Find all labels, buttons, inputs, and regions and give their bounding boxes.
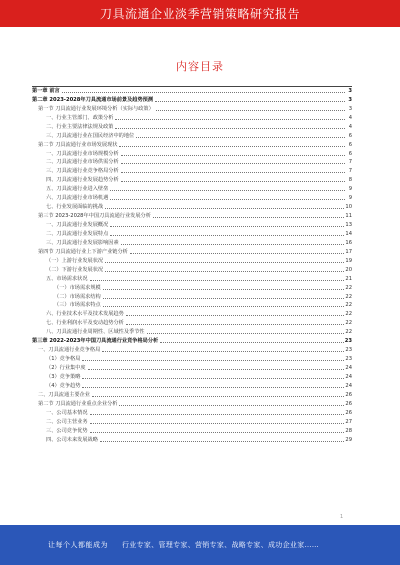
toc-entry[interactable] [32, 282, 352, 291]
toc-entry-page: 27 [345, 418, 352, 425]
toc-entry-page: 24 [345, 382, 352, 389]
toc-entry-page: 24 [345, 373, 352, 380]
toc-entry-text: （二）下游行业发展状况 [46, 266, 104, 273]
toc-leader-dots [82, 386, 344, 388]
toc-entry-page: 22 [345, 284, 352, 291]
toc-entry[interactable] [32, 425, 352, 434]
toc-leader-dots [90, 279, 345, 281]
toc-entry-page: 3 [348, 87, 352, 94]
toc-entry[interactable] [32, 219, 352, 228]
toc-entry[interactable] [32, 130, 352, 139]
toc-leader-dots [121, 243, 345, 245]
toc-leader-dots [160, 341, 344, 343]
toc-entry[interactable] [32, 300, 352, 309]
toc-leader-dots [103, 305, 345, 307]
toc-entry-page: 21 [345, 275, 352, 282]
page-number: 1 [340, 514, 344, 520]
footer-band [0, 525, 400, 565]
toc-entry[interactable] [32, 344, 352, 353]
toc-entry-text: 四、公司未来发展战略 [46, 436, 98, 443]
toc-entry-text: 第一节 刀具流通行业发展环境分析（实际与政策） [38, 105, 154, 112]
toc-leader-dots [121, 171, 345, 173]
toc-entry-text: （三）市场需求特点 [54, 302, 101, 309]
toc-entry-text: （3）竞争策略 [46, 373, 81, 380]
toc-entry-text: 一、刀具流通行业市场规模分析 [46, 150, 119, 157]
toc-entry-page: 23 [344, 338, 352, 345]
toc-leader-dots [82, 359, 344, 361]
toc-entry[interactable] [32, 165, 352, 174]
toc-entry-page: 4 [348, 114, 352, 121]
toc-entry-page: 26 [345, 409, 352, 416]
toc-leader-dots [82, 377, 344, 379]
toc-entry[interactable] [32, 273, 352, 282]
toc-entry-page: 17 [345, 248, 352, 255]
toc-entry-page: 22 [345, 320, 352, 327]
toc-leader-dots [105, 207, 344, 209]
toc-entry-text: （二）市场需求结构 [54, 293, 101, 300]
toc-entry[interactable] [32, 121, 352, 130]
toc-entry-text: 一、刀具流通行业竞争格局 [38, 347, 101, 354]
toc-leader-dots [126, 314, 345, 316]
toc-entry-page: 9 [348, 186, 352, 193]
toc-entry-text: （2）行业集中度 [46, 365, 86, 371]
toc-entry-text: 第二节 刀具流通行业重点企业分析 [38, 400, 118, 407]
toc-entry-page: 6 [348, 150, 352, 157]
toc-entry-text: （一）上游行业发展状况 [46, 257, 104, 264]
toc-entry[interactable] [32, 380, 352, 389]
toc-entry-text: 二、刀具流通行业市场供需分析 [46, 159, 119, 166]
toc-leader-dots [115, 127, 345, 129]
toc-entry-text: 第二节 刀具流通行业市场发展现状 [38, 141, 118, 148]
toc-entry-text: 三、刀具流通行业在国民经济中的地位 [46, 132, 135, 139]
toc-leader-dots [110, 225, 344, 227]
toc-leader-dots [103, 297, 345, 299]
toc-entry-text: 一、行业主管部门、政策分析 [46, 114, 114, 121]
toc-entry[interactable] [32, 228, 352, 237]
toc-heading: 内容目录 [176, 60, 224, 73]
toc-entry[interactable] [32, 255, 352, 264]
toc-entry-text: （一）市场需求规模 [54, 284, 101, 291]
toc-entry-text: 第三节 2023-2028年中国刀具流通行业发展分析 [38, 213, 151, 220]
toc-entry-text: 第一章 前言 [32, 87, 60, 94]
toc-entry-page: 14 [345, 230, 352, 237]
toc-leader-dots [88, 368, 345, 370]
toc-leader-dots [90, 413, 345, 415]
toc-leader-dots [100, 440, 345, 442]
toc-leader-dots [90, 431, 345, 433]
document-title: 刀具流通企业淡季营销策略研究报告 [99, 7, 300, 21]
toc-entry[interactable] [32, 174, 352, 183]
toc-entry-page: 9 [348, 195, 352, 202]
toc-leader-dots [119, 404, 344, 406]
toc-entry-text: 二、公司主营业务 [46, 418, 88, 425]
toc-entry[interactable] [32, 353, 352, 362]
toc-entry[interactable] [32, 139, 352, 148]
toc-entry-text: 三、刀具流通行业竞争格局分析 [46, 168, 119, 175]
toc-entry-page: 6 [348, 132, 352, 139]
toc-entry[interactable] [32, 201, 352, 210]
toc-entry-page: 29 [345, 436, 352, 443]
toc-leader-dots [155, 100, 345, 102]
toc-entry[interactable] [32, 434, 352, 443]
toc-entry[interactable] [32, 407, 352, 416]
toc-entry-page: 23 [345, 347, 352, 354]
toc-list [32, 85, 352, 443]
toc-leader-dots [153, 216, 344, 218]
toc-leader-dots [62, 91, 345, 93]
toc-entry-text: 第四节 刀具流通行业上下游产业链分析 [38, 248, 128, 255]
toc-entry-page: 26 [345, 391, 352, 398]
toc-entry-page: 7 [348, 159, 352, 166]
toc-entry-text: 一、刀具流通行业发展概况 [46, 222, 109, 228]
toc-entry-page: 22 [345, 329, 352, 336]
toc-entry-text: 第二章 2023-2028年刀具流通市场前景及趋势预测 [32, 96, 154, 103]
toc-leader-dots [110, 234, 344, 236]
toc-entry[interactable] [32, 371, 352, 380]
toc-entry-text: （4）竞争趋势 [46, 382, 81, 389]
toc-entry[interactable] [32, 183, 352, 192]
toc-entry[interactable] [32, 157, 352, 166]
toc-entry-page: 22 [345, 302, 352, 309]
toc-leader-dots [102, 350, 344, 352]
toc-entry[interactable] [32, 416, 352, 425]
toc-entry-page: 4 [348, 123, 352, 130]
toc-entry-text: 一、公司基本情况 [46, 409, 88, 416]
toc-entry-page: 16 [345, 239, 352, 246]
toc-leader-dots [115, 118, 345, 120]
toc-entry[interactable] [32, 94, 352, 103]
toc-entry-text: 六、行业技术水平及技术发展趋势 [46, 311, 124, 318]
toc-entry-text: 七、行业发展面临的挑战 [46, 204, 104, 211]
toc-entry-text: 五、刀具流通行业进入壁垒 [46, 186, 109, 193]
toc-entry-page: 22 [345, 293, 352, 300]
toc-leader-dots [119, 145, 345, 147]
toc-entry-text: 四、刀具流通行业发展趋势分析 [46, 177, 119, 184]
toc-entry-page: 3 [348, 96, 352, 103]
toc-entry[interactable] [32, 335, 352, 344]
toc-leader-dots [121, 162, 345, 164]
toc-entry[interactable] [32, 362, 352, 371]
toc-leader-dots [156, 109, 345, 111]
toc-leader-dots [130, 252, 345, 254]
toc-entry-text: 二、刀具流通行业发展特点 [46, 230, 109, 237]
toc-leader-dots [110, 189, 345, 191]
toc-entry-text: 六、刀具流通行业市场机遇 [46, 195, 109, 202]
toc-leader-dots [103, 288, 345, 290]
toc-entry[interactable] [32, 85, 352, 94]
toc-leader-dots [105, 261, 344, 263]
toc-leader-dots [110, 198, 345, 200]
toc-entry[interactable] [32, 398, 352, 407]
toc-leader-dots [147, 332, 345, 334]
toc-entry-page: 24 [345, 365, 352, 371]
toc-entry-page: 6 [348, 141, 352, 148]
toc-entry[interactable] [32, 237, 352, 246]
toc-leader-dots [92, 395, 345, 397]
toc-entry-page: 20 [345, 266, 352, 273]
toc-entry-text: 二、刀具流通主要企业 [38, 391, 90, 398]
toc-leader-dots [126, 323, 345, 325]
toc-entry-page: 28 [345, 427, 352, 434]
toc-entry[interactable] [32, 103, 352, 112]
toc-leader-dots [121, 180, 345, 182]
toc-entry[interactable] [32, 246, 352, 255]
toc-entry-page: 3 [348, 105, 352, 112]
toc-entry[interactable] [32, 264, 352, 273]
header-band [0, 0, 400, 27]
toc-entry-text: 三、公司竞争优势 [46, 427, 88, 434]
toc-entry[interactable] [32, 291, 352, 300]
toc-entry-text: （1）竞争格局 [46, 356, 81, 363]
footer-tagline: 行业专家、管理专家、营销专家、战略专家、成功企业家…… [122, 541, 320, 549]
toc-leader-dots [105, 270, 344, 272]
toc-entry-text: 八、刀具流通行业周期性、区域性及季节性 [46, 329, 145, 336]
toc-entry-text: 三、刀具流通行业发展影响因素 [46, 239, 119, 246]
toc-entry-page: 7 [348, 168, 352, 175]
toc-entry[interactable] [32, 317, 352, 326]
toc-leader-dots [136, 136, 345, 138]
toc-entry-page: 10 [345, 204, 352, 211]
toc-entry[interactable] [32, 308, 352, 317]
toc-entry[interactable] [32, 112, 352, 121]
toc-entry-text: 第三章 2022-2023年中国刀具流通行业竞争格局分析 [32, 338, 159, 345]
toc-entry-page: 11 [345, 213, 352, 220]
toc-entry-page: 8 [348, 177, 352, 184]
toc-leader-dots [121, 154, 345, 156]
footer-slogan: 让每个人都能成为 [48, 541, 108, 549]
toc-leader-dots [90, 422, 345, 424]
toc-entry[interactable] [32, 192, 352, 201]
toc-entry[interactable] [32, 389, 352, 398]
toc-entry-page: 19 [345, 257, 352, 264]
toc-entry[interactable] [32, 210, 352, 219]
toc-entry-page: 22 [345, 311, 352, 318]
toc-entry-page: 13 [345, 222, 352, 228]
toc-entry[interactable] [32, 148, 352, 157]
toc-entry-text: 五、市场需求状况 [46, 275, 88, 282]
toc-entry-page: 23 [345, 356, 352, 363]
toc-entry-text: 七、行业利润水平及变动趋势分析 [46, 320, 124, 327]
toc-entry-page: 26 [345, 400, 352, 407]
toc-entry[interactable] [32, 326, 352, 335]
toc-entry-text: 二、行业主要法律法规及政策 [46, 123, 114, 130]
